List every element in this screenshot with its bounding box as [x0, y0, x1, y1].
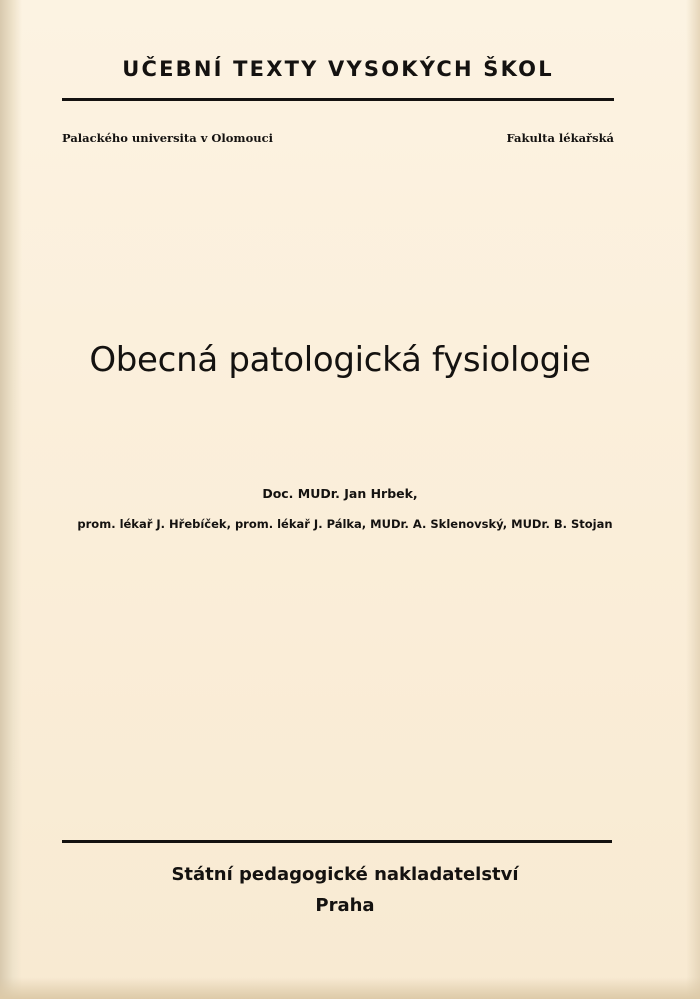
- book-title: Obecná patologická fysiologie: [89, 340, 591, 380]
- paper-edge-left: [0, 0, 22, 999]
- paper-edge-right: [686, 0, 700, 999]
- co-authors: prom. lékař J. Hřebíček, prom. lékař J. Pálka, MUDr. A. Sklenovský, MUDr. B. Stojan: [77, 517, 613, 531]
- university-name: Palackého universita v Olomouci: [62, 131, 274, 145]
- top-divider: [62, 98, 614, 101]
- bottom-divider: [62, 840, 612, 843]
- main-author: Doc. MUDr. Jan Hrbek,: [262, 486, 418, 501]
- paper-edge-bottom: [0, 977, 700, 999]
- faculty-name: Fakulta lékařská: [506, 131, 614, 145]
- series-title: UČEBNÍ TEXTY VYSOKÝCH ŠKOL: [122, 57, 554, 81]
- publisher-name: Státní pedagogické nakladatelství: [171, 864, 519, 885]
- publisher-city: Praha: [315, 895, 375, 916]
